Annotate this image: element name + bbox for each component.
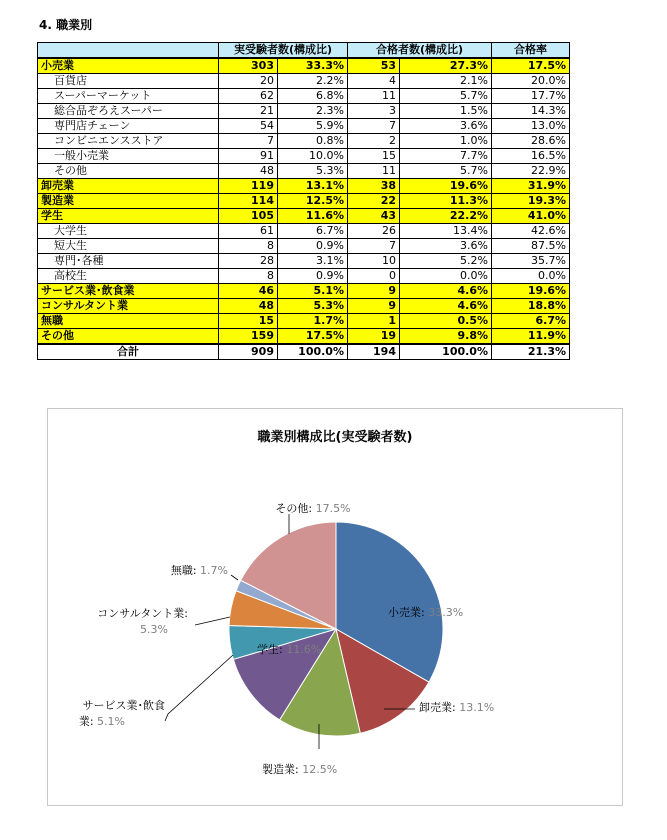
table-row [38, 209, 570, 224]
pie-chart [48, 409, 622, 805]
cell-examinees: 48 [219, 164, 278, 179]
cell-pass-share: 1.5% [400, 104, 492, 119]
table-header-row [38, 43, 570, 59]
leader-line-6 [231, 575, 238, 580]
table-row [38, 284, 570, 299]
cell-passers: 43 [348, 209, 400, 224]
cell-examinees: 8 [219, 239, 278, 254]
cell-pass-share: 9.8% [400, 329, 492, 345]
cell-rate: 87.5% [492, 239, 570, 254]
cell-passers: 26 [348, 224, 400, 239]
cell-exam-share: 12.5% [278, 194, 348, 209]
cell-name: その他 [38, 329, 219, 345]
cell-pass-share: 5.7% [400, 164, 492, 179]
cell-pass-share: 3.6% [400, 119, 492, 134]
cell-passers: 1 [348, 314, 400, 329]
leader-line-5 [195, 617, 230, 625]
cell-passers: 11 [348, 164, 400, 179]
cell-examinees: 54 [219, 119, 278, 134]
cell-rate: 13.0% [492, 119, 570, 134]
pie-label-2: 製造業: 12.5% [262, 763, 338, 776]
table-row [38, 134, 570, 149]
cell-name: コンビニエンスストア [38, 134, 219, 149]
cell-pass-share: 22.2% [400, 209, 492, 224]
cell-examinees: 303 [219, 58, 278, 74]
pie-label-7: その他: 17.5% [275, 502, 351, 515]
cell-rate: 11.9% [492, 329, 570, 345]
cell-rate: 17.7% [492, 89, 570, 104]
cell-pass-share: 0.5% [400, 314, 492, 329]
cell-passers: 10 [348, 254, 400, 269]
cell-exam-share: 0.8% [278, 134, 348, 149]
pie-label-5: コンサルタント業: 5.3% [97, 607, 188, 636]
cell-examinees: 21 [219, 104, 278, 119]
cell-name: スーパーマーケット [38, 89, 219, 104]
cell-examinees: 48 [219, 299, 278, 314]
cell-examinees: 105 [219, 209, 278, 224]
cell-examinees: 46 [219, 284, 278, 299]
cell-pass-share: 0.0% [400, 269, 492, 284]
cell-rate: 19.6% [492, 284, 570, 299]
cell-pass-share: 5.2% [400, 254, 492, 269]
cell-pass-share: 3.6% [400, 239, 492, 254]
cell-rate: 35.7% [492, 254, 570, 269]
cell-exam-share: 5.9% [278, 119, 348, 134]
cell-pass-share: 7.7% [400, 149, 492, 164]
table-row [38, 299, 570, 314]
cell-rate: 6.7% [492, 314, 570, 329]
table-row [38, 74, 570, 89]
cell-exam-share: 5.3% [278, 299, 348, 314]
cell-pass-share: 100.0% [400, 344, 492, 360]
cell-rate: 14.3% [492, 104, 570, 119]
table-row [38, 58, 570, 74]
cell-passers: 9 [348, 299, 400, 314]
cell-exam-share: 100.0% [278, 344, 348, 360]
table-row [38, 179, 570, 194]
cell-rate: 20.0% [492, 74, 570, 89]
pie-chart-frame [47, 408, 623, 806]
cell-exam-share: 2.2% [278, 74, 348, 89]
cell-exam-share: 33.3% [278, 58, 348, 74]
cell-passers: 53 [348, 58, 400, 74]
cell-rate: 17.5% [492, 58, 570, 74]
cell-rate: 21.3% [492, 344, 570, 360]
cell-pass-share: 5.7% [400, 89, 492, 104]
pie-slices [229, 522, 443, 736]
pie-label-0: 小売業: 33.3% [388, 606, 464, 619]
cell-passers: 19 [348, 329, 400, 345]
cell-rate: 0.0% [492, 269, 570, 284]
cell-examinees: 8 [219, 269, 278, 284]
cell-pass-share: 19.6% [400, 179, 492, 194]
cell-name: 卸売業 [38, 179, 219, 194]
header-pass-rate: 合格率 [492, 43, 570, 59]
table-row [38, 254, 570, 269]
cell-passers: 0 [348, 269, 400, 284]
cell-exam-share: 17.5% [278, 329, 348, 345]
cell-passers: 3 [348, 104, 400, 119]
chart-title: 職業別構成比(実受験者数) [257, 430, 413, 445]
cell-rate: 19.3% [492, 194, 570, 209]
table-row [38, 314, 570, 329]
cell-pass-share: 4.6% [400, 299, 492, 314]
cell-name: 短大生 [38, 239, 219, 254]
cell-pass-share: 4.6% [400, 284, 492, 299]
cell-examinees: 909 [219, 344, 278, 360]
cell-exam-share: 6.7% [278, 224, 348, 239]
cell-examinees: 159 [219, 329, 278, 345]
table-row [38, 239, 570, 254]
cell-name: 無職 [38, 314, 219, 329]
cell-name: その他 [38, 164, 219, 179]
table-row [38, 104, 570, 119]
table-row [38, 269, 570, 284]
cell-name: 学生 [38, 209, 219, 224]
table-row [38, 119, 570, 134]
occupation-stats-table [37, 42, 570, 360]
cell-name: 大学生 [38, 224, 219, 239]
cell-name: 専門･各種 [38, 254, 219, 269]
section-title: 4. 職業別 [39, 18, 93, 32]
cell-exam-share: 3.1% [278, 254, 348, 269]
cell-examinees: 7 [219, 134, 278, 149]
cell-passers: 22 [348, 194, 400, 209]
cell-examinees: 61 [219, 224, 278, 239]
cell-examinees: 20 [219, 74, 278, 89]
cell-exam-share: 2.3% [278, 104, 348, 119]
pie-label-3: 学生: 11.6% [257, 643, 322, 656]
cell-examinees: 15 [219, 314, 278, 329]
cell-pass-share: 2.1% [400, 74, 492, 89]
cell-exam-share: 1.7% [278, 314, 348, 329]
cell-name: 総合品ぞろえスーパー [38, 104, 219, 119]
table-body [38, 58, 570, 360]
cell-name: 専門店チェーン [38, 119, 219, 134]
pie-label-6: 無職: 1.7% [170, 564, 228, 577]
cell-pass-share: 27.3% [400, 58, 492, 74]
cell-exam-share: 13.1% [278, 179, 348, 194]
table-row [38, 194, 570, 209]
cell-name: コンサルタント業 [38, 299, 219, 314]
cell-rate: 42.6% [492, 224, 570, 239]
cell-passers: 7 [348, 119, 400, 134]
cell-passers: 2 [348, 134, 400, 149]
cell-name: 高校生 [38, 269, 219, 284]
header-examinees: 実受験者数(構成比) [219, 43, 348, 59]
cell-examinees: 114 [219, 194, 278, 209]
table-row [38, 329, 570, 345]
cell-rate: 18.8% [492, 299, 570, 314]
table-row [38, 224, 570, 239]
cell-pass-share: 1.0% [400, 134, 492, 149]
cell-rate: 28.6% [492, 134, 570, 149]
cell-rate: 16.5% [492, 149, 570, 164]
cell-name: サービス業･飲食業 [38, 284, 219, 299]
cell-pass-share: 11.3% [400, 194, 492, 209]
pie-label-4: サービス業･飲食業: 5.1% [78, 699, 165, 728]
cell-rate: 41.0% [492, 209, 570, 224]
table-row [38, 164, 570, 179]
cell-examinees: 91 [219, 149, 278, 164]
cell-passers: 38 [348, 179, 400, 194]
table-row [38, 149, 570, 164]
cell-exam-share: 6.8% [278, 89, 348, 104]
cell-passers: 15 [348, 149, 400, 164]
cell-passers: 11 [348, 89, 400, 104]
cell-examinees: 119 [219, 179, 278, 194]
table-row [38, 344, 570, 360]
cell-exam-share: 5.1% [278, 284, 348, 299]
cell-name: 合計 [38, 344, 219, 360]
cell-examinees: 62 [219, 89, 278, 104]
leader-line-4 [165, 655, 233, 721]
pie-label-1: 卸売業: 13.1% [419, 701, 495, 714]
cell-rate: 31.9% [492, 179, 570, 194]
cell-passers: 7 [348, 239, 400, 254]
cell-name: 一般小売業 [38, 149, 219, 164]
cell-name: 小売業 [38, 58, 219, 74]
cell-passers: 4 [348, 74, 400, 89]
cell-passers: 194 [348, 344, 400, 360]
table-row [38, 89, 570, 104]
cell-name: 製造業 [38, 194, 219, 209]
header-passers: 合格者数(構成比) [348, 43, 492, 59]
cell-rate: 22.9% [492, 164, 570, 179]
cell-passers: 9 [348, 284, 400, 299]
cell-examinees: 28 [219, 254, 278, 269]
cell-exam-share: 5.3% [278, 164, 348, 179]
cell-exam-share: 0.9% [278, 269, 348, 284]
cell-name: 百貨店 [38, 74, 219, 89]
cell-pass-share: 13.4% [400, 224, 492, 239]
cell-exam-share: 10.0% [278, 149, 348, 164]
header-occupation [38, 43, 219, 59]
cell-exam-share: 11.6% [278, 209, 348, 224]
cell-exam-share: 0.9% [278, 239, 348, 254]
